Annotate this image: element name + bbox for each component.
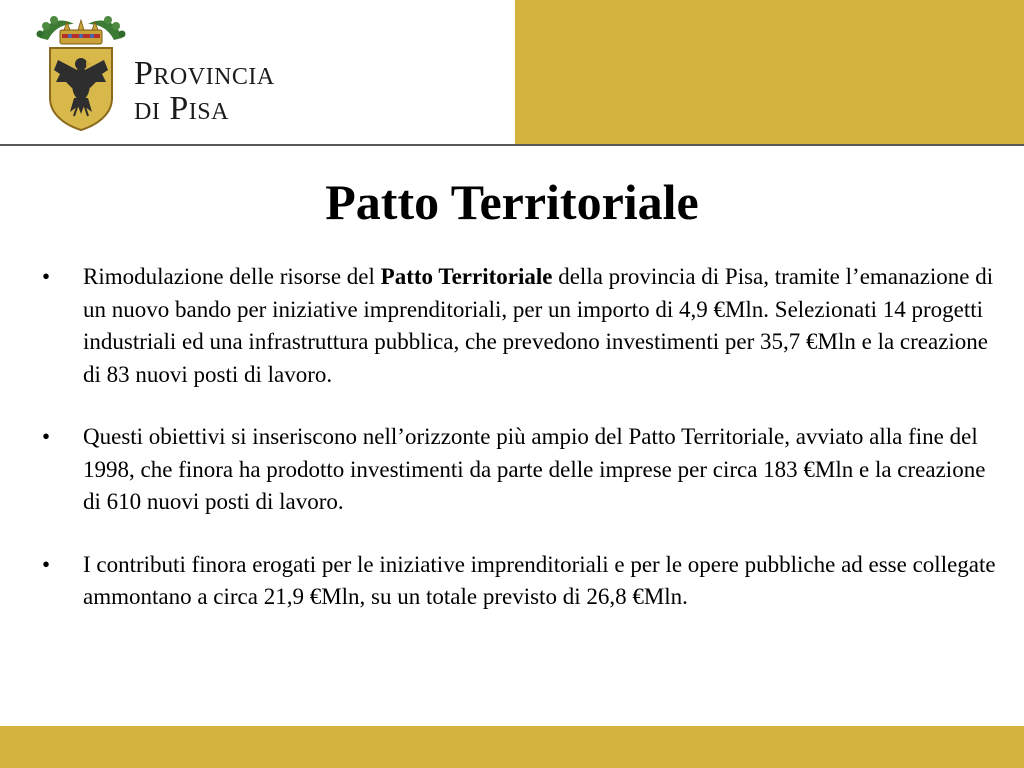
organization-name-line-2: di Pisa [134,90,229,127]
bullet-text: I contributi finora erogati per le iniziative imprenditoriali e per le opere pubbliche ad esse collegate ammontano a circa 21,9 €Mln, su un totale previsto di 26,8 €Mln. [83,551,996,609]
slide-title: Patto Territoriale [325,174,699,230]
bullet-text-pre: Rimodulazione delle risorse del [83,264,381,289]
organization-name [134,56,275,126]
header-accent-block [515,0,1024,144]
header-divider [0,144,1024,146]
bullet-text-post: della provincia di Pisa, tramite l’emanazione di un nuovo bando per iniziative imprenditoriali, per un importo di 4,9 €Mln. Selezionati 14 progetti industriali ed una infrastruttura pubblica, che prevedono investimenti per 35,7 €Mln e la creazione di 83 nuovi posti di lavoro. [83,264,994,387]
header [0,0,1024,146]
bullet-text: Questi obiettivi si inseriscono nell’orizzonte più ampio del Patto Territoriale, avviato alla fine del 1998, che finora ha prodotto investimenti da parte delle imprese per circa 183 €Mln e la creazione di 610 nuovi posti di lavoro. [83,424,986,514]
bullet-marker: • [42,424,51,449]
organization-name-line-1: Provincia [134,55,275,92]
bullet-marker: • [42,551,51,577]
bullet-text-bold: Patto Territoriale [380,264,553,289]
bullet-marker: • [42,264,51,289]
bullet-item [40,421,1000,519]
bullet-list [40,261,1000,644]
bullet-item [40,549,1000,614]
footer-accent-band [0,726,1024,768]
bullet-item [40,261,1000,391]
province-of-pisa-coat-of-arms-icon [34,12,128,134]
